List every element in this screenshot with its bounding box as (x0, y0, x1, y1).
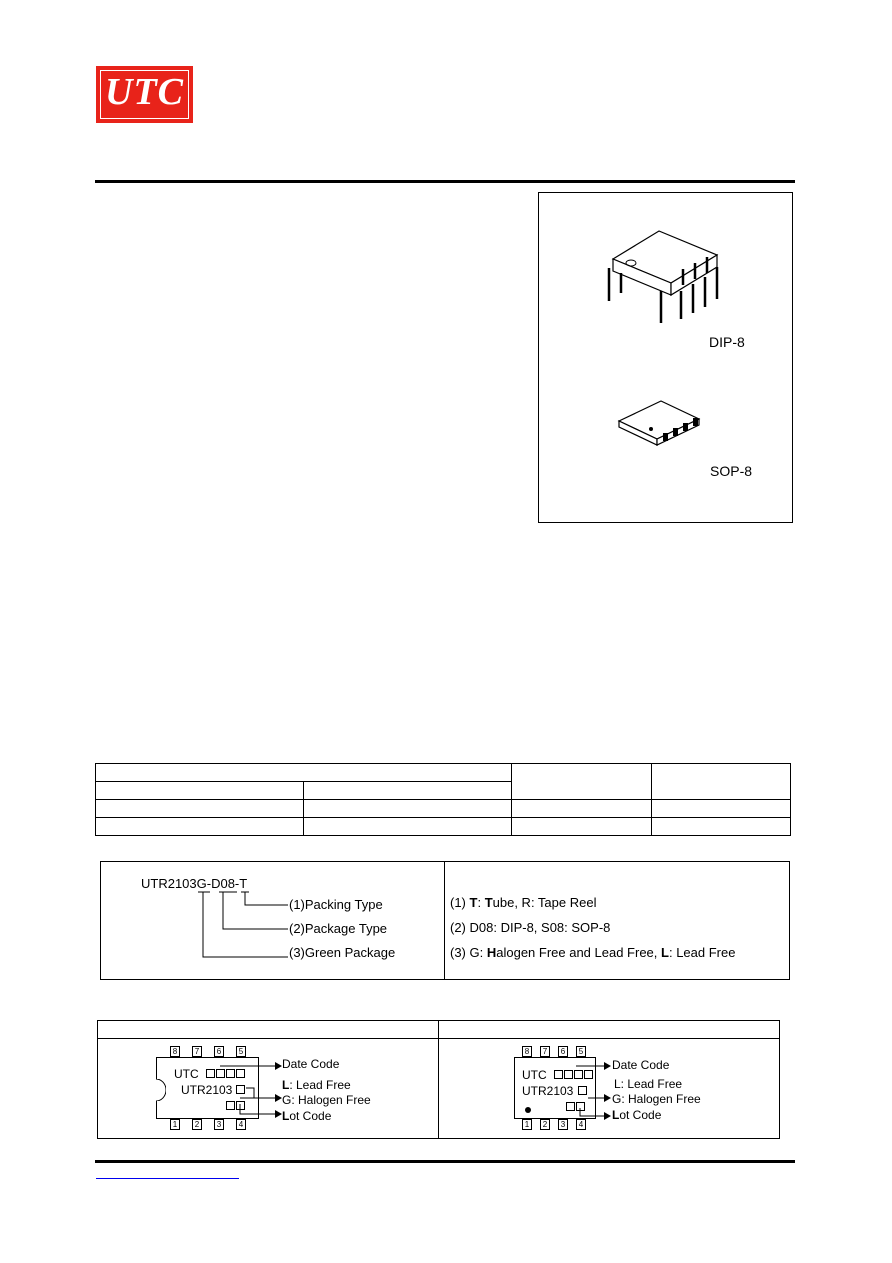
pin: 5 (236, 1046, 246, 1057)
marking-bold: L (282, 1109, 290, 1123)
lead-free-label: L: Lead Free (614, 1077, 683, 1091)
table-cell (304, 818, 512, 836)
logo-text: UTC (105, 71, 184, 113)
package-box (538, 192, 793, 523)
marking-text: ot Code (619, 1108, 662, 1122)
desc-text: : (477, 895, 485, 910)
desc-text: (1) (450, 895, 470, 910)
table-cell (652, 818, 791, 836)
dip-marking-arrows (150, 1046, 290, 1136)
marking-utc: UTC (174, 1067, 199, 1081)
ordering-header-cell (96, 764, 512, 782)
table-row (96, 800, 791, 818)
desc-text: : Lead Free (668, 945, 736, 960)
halogen-free-label: G: Halogen Free (612, 1092, 701, 1106)
footer-link[interactable] (96, 1178, 239, 1179)
pin: 4 (576, 1119, 586, 1130)
lot-code-label (282, 1109, 331, 1123)
ordering-header-cell (512, 764, 652, 800)
dip8-label: DIP-8 (709, 334, 745, 350)
marking-bold: L (282, 1078, 290, 1092)
green-package-label: (3)Green Package (289, 945, 396, 960)
green-package-description (450, 945, 735, 960)
desc-text: ube, R: Tape Reel (492, 895, 597, 910)
sop-marking-diagram (510, 1046, 770, 1136)
table-cell (96, 818, 304, 836)
pin: 7 (540, 1046, 550, 1057)
sop-marking-arrows (510, 1046, 620, 1136)
pin: 4 (236, 1119, 246, 1130)
table-cell (512, 800, 652, 818)
pin: 6 (214, 1046, 224, 1057)
ordering-table (95, 763, 791, 836)
date-code-label: Date Code (282, 1057, 340, 1071)
marking-text: : Lead Free (289, 1078, 351, 1092)
pin: 3 (214, 1119, 224, 1130)
pin: 7 (192, 1046, 202, 1057)
pin: 3 (558, 1119, 568, 1130)
table-cell (652, 800, 791, 818)
desc-bold: T (484, 895, 493, 910)
lead-free-label (282, 1078, 351, 1092)
pin: 2 (540, 1119, 550, 1130)
pin: 2 (192, 1119, 202, 1130)
part-code-divider (444, 861, 445, 980)
ordering-subheader-cell (304, 782, 512, 800)
desc-bold: H (486, 945, 497, 960)
marking-utc: UTC (522, 1068, 547, 1082)
marking-text: ot Code (289, 1109, 332, 1123)
pin: 8 (170, 1046, 180, 1057)
ordering-header-cell (652, 764, 791, 800)
desc-bold: T (469, 895, 478, 910)
table-cell (96, 800, 304, 818)
table-cell (512, 818, 652, 836)
halogen-free-label: G: Halogen Free (282, 1093, 371, 1107)
packing-type-description (450, 895, 596, 910)
package-type-description: (2) D08: DIP-8, S08: SOP-8 (450, 920, 611, 935)
date-code-label: Date Code (612, 1058, 670, 1072)
header-rule (95, 180, 795, 183)
desc-text: (3) G: (450, 945, 487, 960)
pin: 1 (522, 1119, 532, 1130)
pin: 5 (576, 1046, 586, 1057)
part-code-leader-lines (190, 888, 300, 960)
desc-bold: L (661, 945, 669, 960)
pin: 1 (170, 1119, 180, 1130)
table-row (96, 818, 791, 836)
sop8-label: SOP-8 (710, 463, 753, 479)
pin: 6 (558, 1046, 568, 1057)
ordering-header-row (96, 764, 791, 782)
table-cell (304, 800, 512, 818)
dip8-package-image (599, 223, 729, 323)
part-number: UTR2103G-D08-T (141, 876, 248, 891)
marking-part: UTR2103 (522, 1084, 574, 1098)
dip-marking-diagram (150, 1046, 450, 1136)
lot-code-label (612, 1108, 661, 1122)
ordering-subheader-cell (96, 782, 304, 800)
package-type-label: (2)Package Type (289, 921, 388, 936)
marking-bold: L (612, 1108, 620, 1122)
footer-rule (95, 1160, 795, 1163)
sop8-package-image (615, 399, 705, 449)
desc-text: alogen Free and Lead Free, (496, 945, 662, 960)
utc-logo (96, 66, 193, 123)
packing-type-label: (1)Packing Type (289, 897, 383, 912)
pin: 8 (522, 1046, 532, 1057)
marking-part: UTR2103 (181, 1083, 233, 1097)
